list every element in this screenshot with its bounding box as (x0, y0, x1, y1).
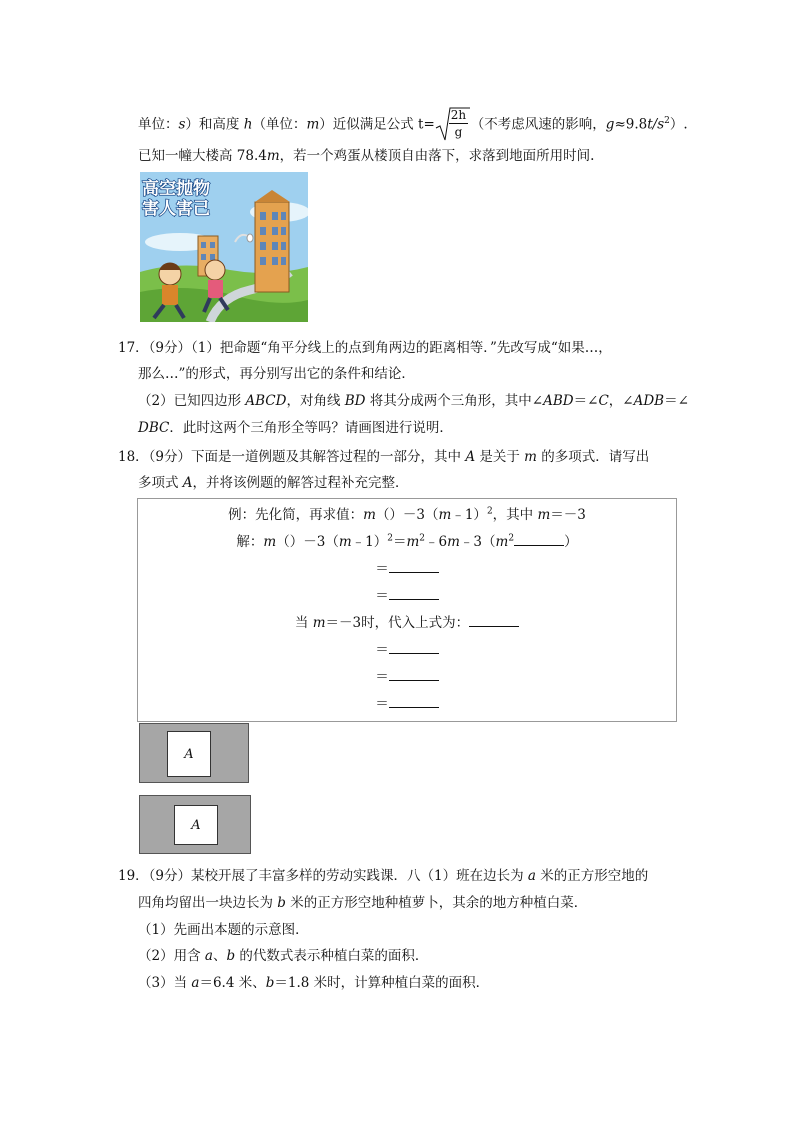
text: 18．（9分）下面是一道例题及其解答过程的一部分，其中 (118, 449, 466, 465)
sup: 2 (664, 116, 670, 126)
q16-line2 (138, 144, 594, 164)
text: （单位： (252, 116, 307, 133)
eq: ＝ (375, 669, 389, 685)
text: （2）已知四边形 (138, 393, 246, 409)
example-line (138, 503, 676, 523)
answer-blank[interactable] (514, 533, 564, 546)
equals-line-1 (138, 557, 676, 577)
var: a (527, 868, 536, 884)
answer-blank[interactable] (389, 641, 439, 654)
var: m (495, 534, 509, 550)
text: 米的正方形空地的 (535, 868, 649, 884)
answer-blank[interactable] (469, 614, 519, 627)
text: 的多项式．请写出 (536, 449, 650, 465)
var: ABCD (245, 393, 287, 409)
var: C (598, 393, 609, 409)
q19-line2 (138, 891, 587, 911)
equals-line-2 (138, 584, 676, 604)
text: 19．（9分）某校开展了丰富多样的劳动实践课．八（1）班在边长为 (118, 868, 528, 884)
text: ＝∠ (664, 393, 689, 409)
sup: 2 (419, 533, 426, 544)
var: m (263, 534, 277, 550)
text: ≈9.8 (614, 116, 648, 133)
text: ，其中 (492, 507, 538, 523)
answer-blank[interactable] (389, 668, 439, 681)
var: ABD (543, 393, 574, 409)
equals-line-5 (138, 692, 676, 712)
var: BD (344, 393, 366, 409)
answer-blank[interactable] (389, 560, 439, 573)
text: 将其分成两个三角形，其中∠ (365, 393, 544, 409)
var: A (182, 475, 193, 491)
text: ﹣6 (425, 534, 448, 550)
text: 解： (236, 534, 264, 550)
text: ）和高度 (185, 116, 244, 133)
var-g: g (605, 116, 615, 133)
var: b (277, 895, 286, 911)
figure-a-2-label: A (174, 805, 218, 845)
text: 四角均留出一块边长为 (138, 895, 278, 911)
var-m: m (266, 148, 280, 164)
var: m (363, 507, 376, 523)
var: m (406, 534, 420, 550)
var: m (438, 507, 452, 523)
sup: 2 (387, 533, 393, 544)
text: ＝∠ (573, 393, 599, 409)
sqrt-formula (435, 106, 471, 144)
q16-line1 (138, 106, 688, 144)
var: m (524, 449, 537, 465)
text: ） (564, 534, 578, 550)
answer-blank[interactable] (389, 587, 439, 600)
example-solution-box (137, 498, 677, 722)
q17-line4 (138, 416, 453, 436)
text: ．此时这两个三角形全等吗？请画图进行说明． (169, 420, 453, 436)
text: 已知一幢大楼高 78.4 (138, 148, 267, 164)
q17-line1: 17．（9分）（1）把命题“角平分线上的点到角两边的距离相等．”先改写成“如果…， (118, 340, 612, 356)
text: （不考虑风速的影响， (470, 116, 606, 133)
equals-line-4 (138, 665, 676, 685)
var-s: s (178, 116, 186, 133)
var: ADB (633, 393, 665, 409)
var: m (312, 615, 326, 631)
illustration-caption-2: 害人害己 (142, 199, 210, 219)
eq: ＝ (375, 561, 389, 577)
var: m (537, 507, 551, 523)
q19-item1: （1）先画出本题的示意图． (138, 922, 309, 938)
q17-line2: 那么…”的形式，再分别写出它的条件和结论． (138, 366, 415, 382)
text: 的代数式表示种植白菜的面积． (235, 948, 429, 964)
q19-line1 (118, 864, 648, 884)
text: ，对角线 (286, 393, 345, 409)
text: 多项式 (138, 475, 183, 491)
text: ＝6.4 米、 (199, 975, 266, 991)
text: 米的正方形空地种植萝卜，其余的地方种植白菜． (285, 895, 588, 911)
numerator: 2h (450, 108, 467, 122)
var: A (465, 449, 476, 465)
var: b (265, 975, 275, 991)
var-m: m (306, 116, 320, 133)
text: ﹣1） (451, 507, 487, 523)
text: ，并将该例题的解答过程补充完整． (192, 475, 409, 491)
answer-blank[interactable] (389, 695, 439, 708)
text: ，∠ (608, 393, 634, 409)
var: a (191, 975, 200, 991)
q18-line2 (138, 471, 409, 491)
text: ）近似满足公式 t= (319, 116, 435, 133)
var: m (447, 534, 460, 550)
var: a (204, 948, 213, 964)
q19-item2 (138, 944, 428, 964)
text: ﹣3（ (459, 534, 496, 550)
unit: t/s (647, 116, 665, 133)
text: （2）用含 (138, 948, 205, 964)
sup: 2 (486, 506, 493, 517)
text: 单位： (138, 116, 179, 133)
q18-line1 (118, 445, 649, 465)
eq: ＝ (375, 696, 389, 712)
text: ＝1.8 米时，计算种植白菜的面积． (274, 975, 490, 991)
text: 、 (212, 948, 227, 964)
illustration-caption-1: 高空抛物 (142, 179, 210, 199)
q19-item3 (138, 971, 489, 991)
var: b (226, 948, 236, 964)
solution-line (138, 530, 676, 550)
equals-line-3 (138, 638, 676, 658)
text: 当 (294, 615, 313, 631)
text: 是关于 (475, 449, 525, 465)
sup: 2 (508, 533, 515, 544)
high-altitude-throwing-illustration (140, 172, 308, 322)
text: ＝－3 (550, 507, 586, 523)
q17-line3 (138, 389, 689, 409)
text: ﹣1） (351, 534, 388, 550)
text: ）. (669, 116, 688, 133)
figure-a-1-label: A (167, 731, 211, 777)
text: ，若一个鸡蛋从楼顶自由落下，求落到地面所用时间. (279, 148, 595, 164)
var-h: h (243, 116, 253, 133)
text: （3）当 (138, 975, 192, 991)
text: ＝ (392, 534, 407, 550)
text: 例：先化简，再求值： (228, 507, 364, 523)
text: （）－3（ (276, 534, 339, 550)
var: m (338, 534, 352, 550)
text: ＝－3时，代入上式为： (325, 615, 470, 631)
var: DBC (138, 420, 170, 436)
denominator: g (454, 125, 463, 139)
eq: ＝ (375, 588, 389, 604)
formula-fraction (449, 109, 468, 138)
eq: ＝ (375, 642, 389, 658)
text: （）－3（ (375, 507, 439, 523)
substitute-line (138, 611, 676, 631)
